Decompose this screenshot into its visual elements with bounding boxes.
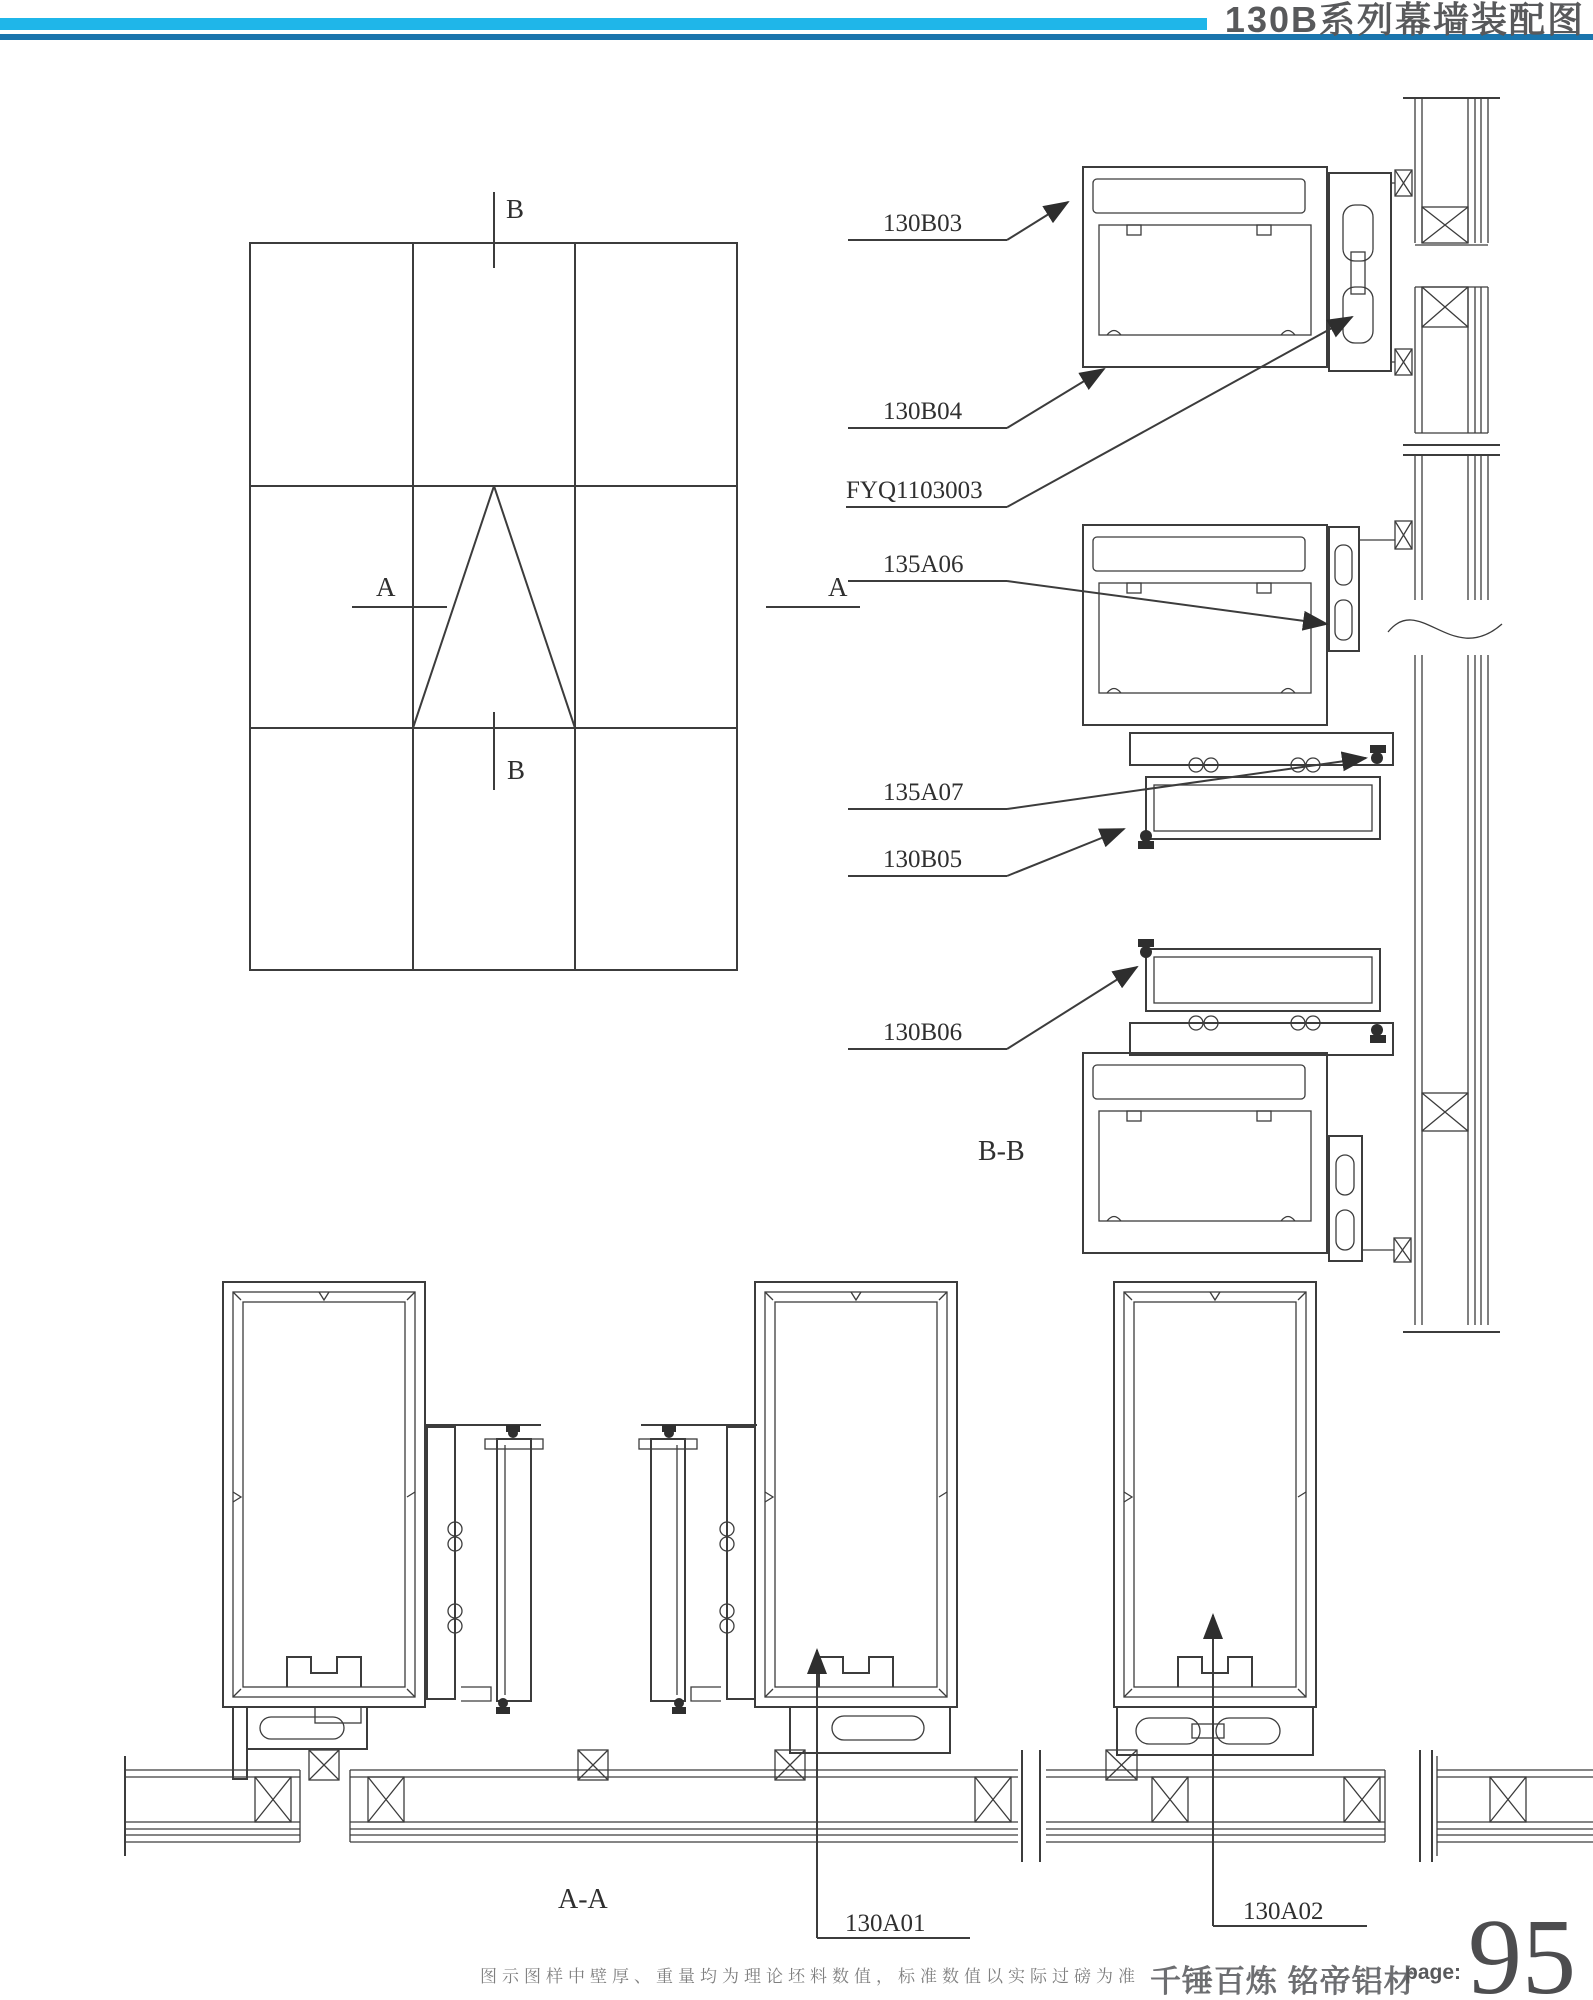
- marker-b-top: B: [506, 194, 525, 224]
- mullion-brackets: [233, 1707, 1313, 1779]
- section-aa-drawing: [125, 1282, 1593, 1938]
- callout-fyq1103003: FYQ1103003: [846, 477, 983, 504]
- glass-panels-horizontal: [125, 1750, 1593, 1862]
- marker-a-right: A: [828, 572, 848, 602]
- section-bb-drawing: [846, 98, 1502, 1332]
- footer-brand: 千锤百炼 铭帝铝材: [1150, 1964, 1416, 1999]
- callout-135a07: 135A07: [883, 779, 964, 806]
- page-title: 130B系列幕墙装配图: [1224, 0, 1585, 40]
- marker-b-bottom: B: [507, 755, 526, 785]
- callout-130a02: 130A02: [1243, 1898, 1324, 1925]
- page-number: 95: [1468, 1898, 1576, 2000]
- glass-panels-vertical: [1388, 98, 1502, 1332]
- bb-callouts: [846, 202, 1366, 1049]
- elevation-diagram: [250, 192, 860, 970]
- section-bb-label: B-B: [978, 1136, 1025, 1167]
- spacer-blocks: [1359, 170, 1412, 1262]
- marker-a-left: A: [376, 572, 396, 602]
- connector-profile: [1329, 173, 1391, 1261]
- section-aa-label: A-A: [558, 1884, 608, 1915]
- spacer-blocks-aa: [309, 1750, 1137, 1780]
- callout-130a01: 130A01: [845, 1910, 926, 1937]
- callout-130b05: 130B05: [883, 846, 963, 873]
- page-label: page:: [1405, 1961, 1462, 1984]
- callout-130b04: 130B04: [883, 398, 963, 425]
- callout-135a06: 135A06: [883, 551, 964, 578]
- callout-130b06: 130B06: [883, 1019, 963, 1046]
- callout-130b03: 130B03: [883, 210, 963, 237]
- footer-disclaimer: 图示图样中壁厚、重量均为理论坯料数值，标准数值以实际过磅为准: [480, 1967, 1140, 1986]
